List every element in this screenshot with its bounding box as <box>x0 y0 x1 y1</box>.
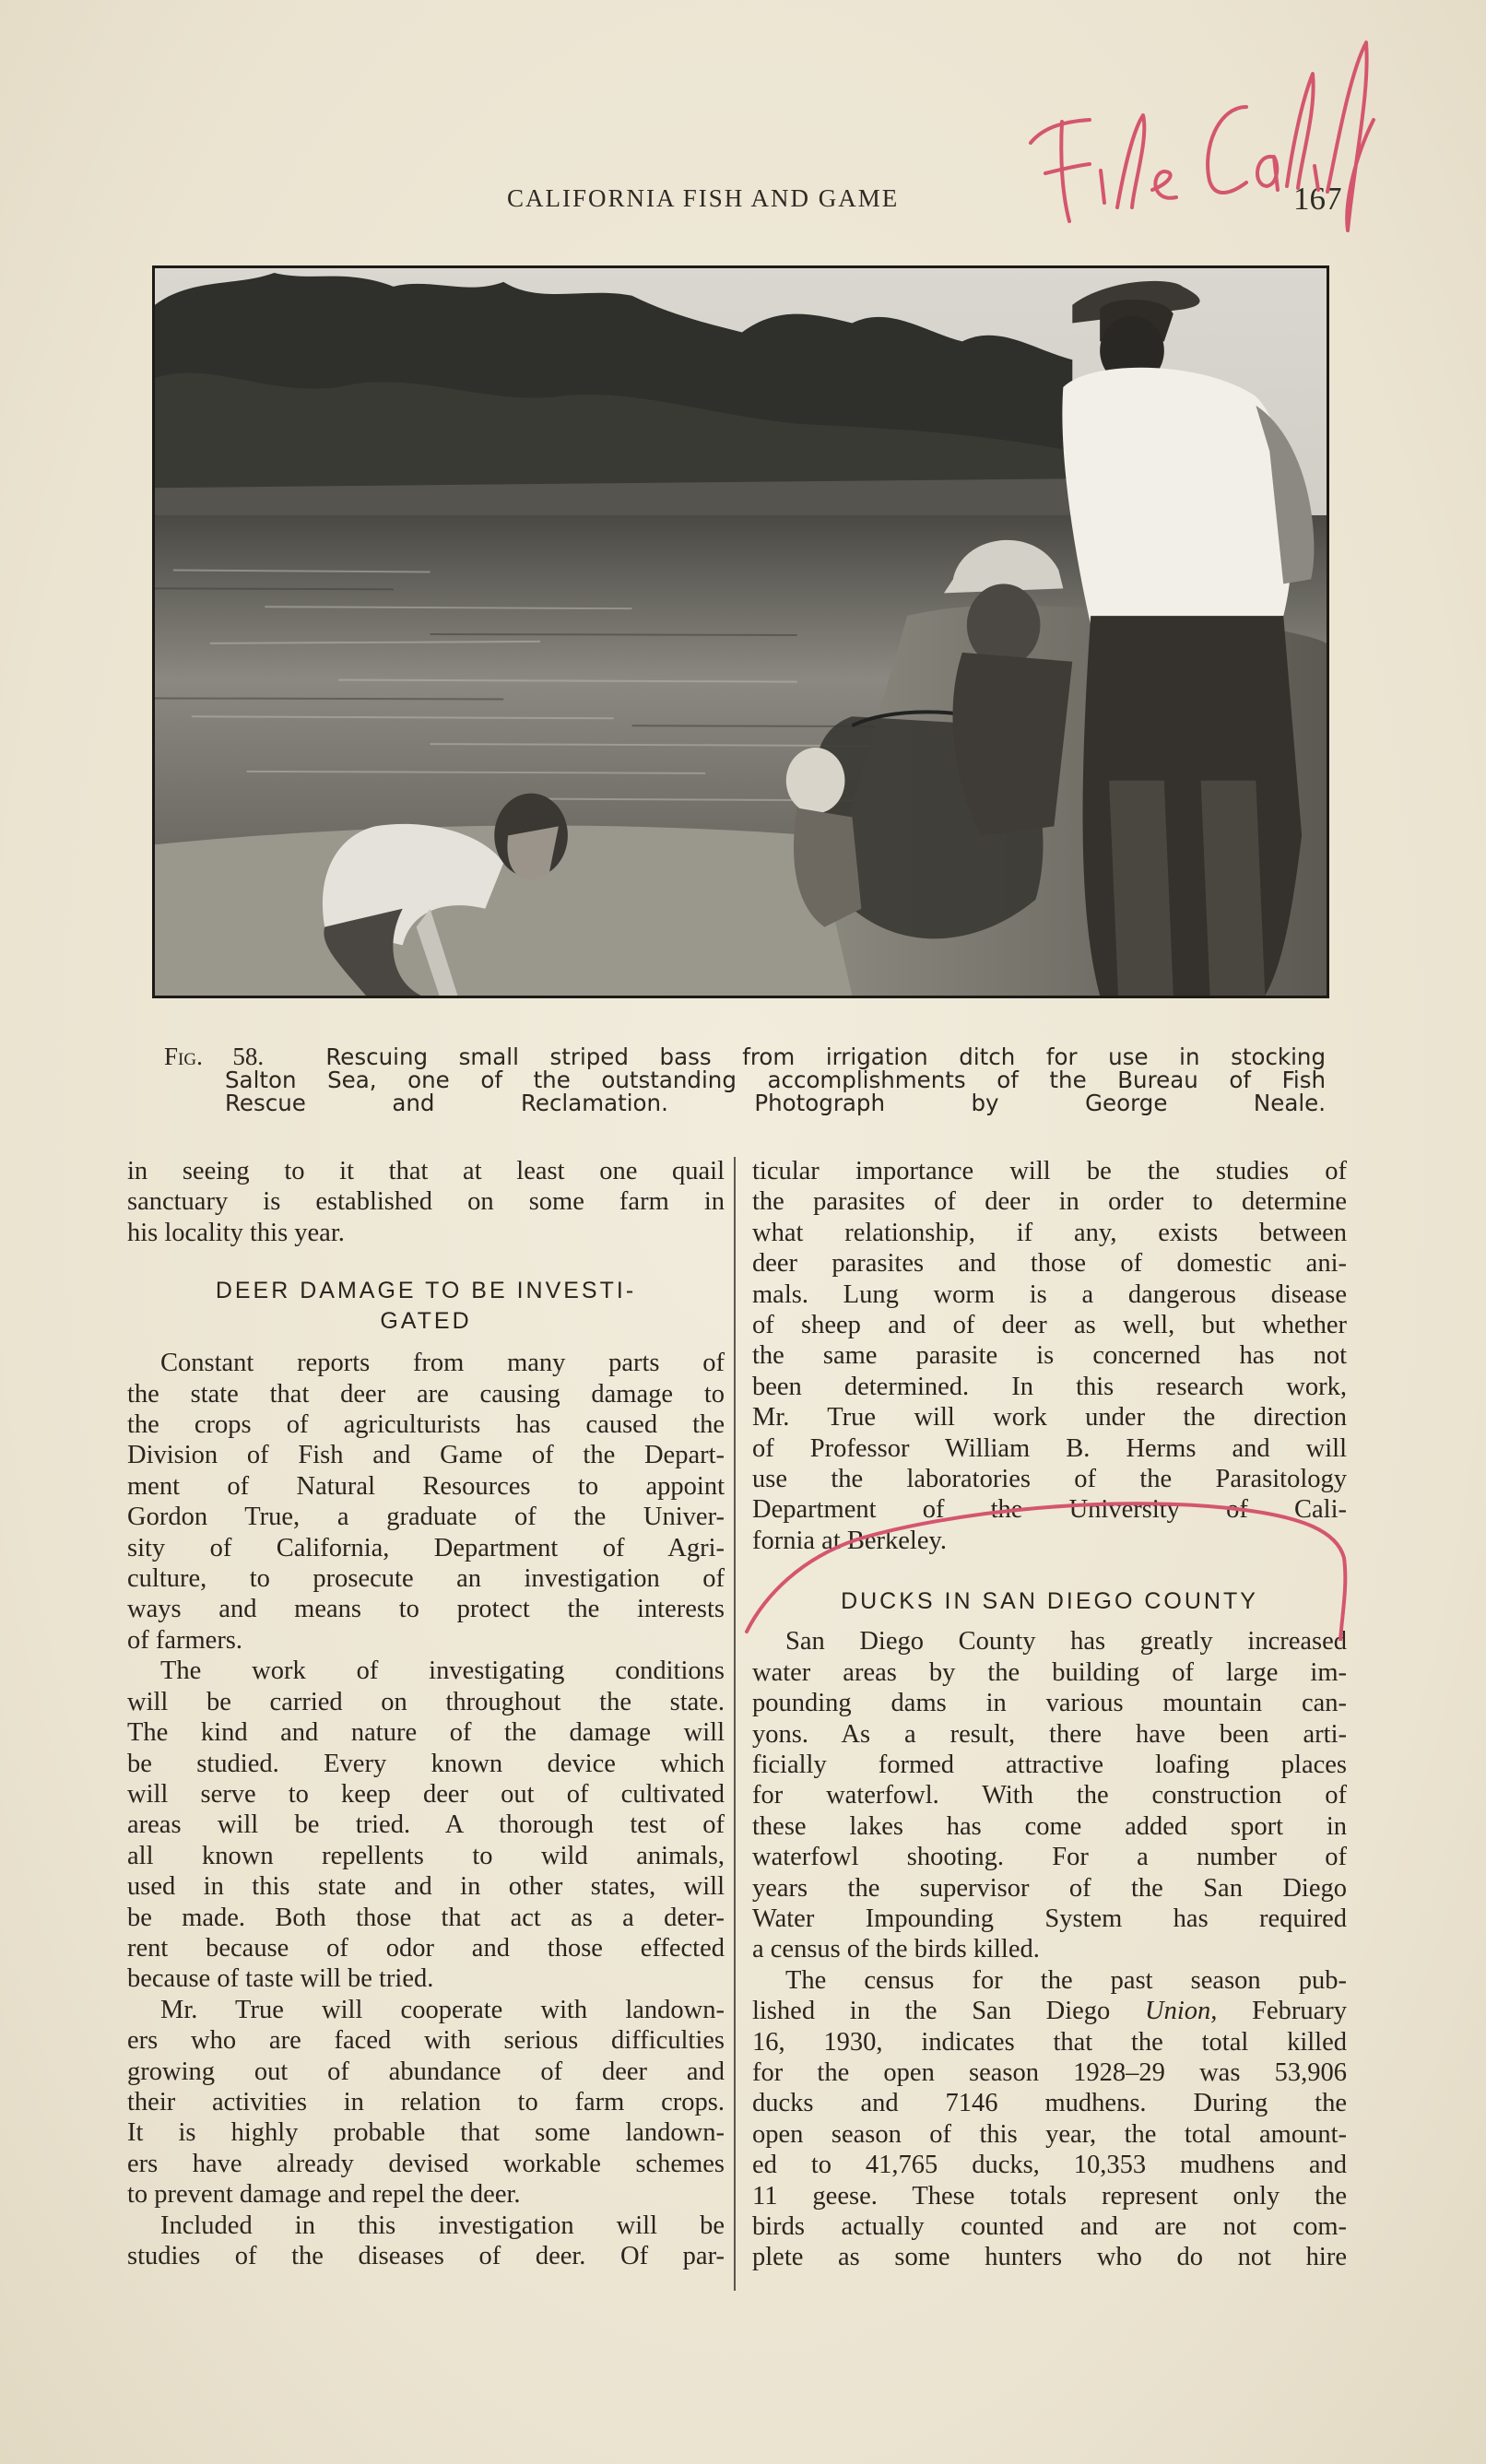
text-line: birds actually counted and are not com- <box>752 2212 1347 2241</box>
newspaper-title: Union, <box>1145 1997 1218 2026</box>
running-head: CALIFORNIA FISH AND GAME <box>507 184 900 212</box>
paragraph <box>752 1626 1347 1964</box>
paragraph <box>752 1965 1347 2273</box>
text-line: these lakes has come added sport in <box>752 1811 1347 1841</box>
text-line: Mr. True will work under the direction <box>752 1403 1347 1432</box>
text-line: in seeing to it that at least one quail <box>127 1157 725 1185</box>
text-line: 16, 1930, indicates that the total killed <box>752 2027 1347 2057</box>
text-line: will be carried on throughout the state. <box>127 1687 725 1716</box>
page-number: 167 <box>1293 181 1342 217</box>
paragraph <box>127 1656 725 1994</box>
text-line: for the open season 1928–29 was 53,906 <box>752 2057 1347 2087</box>
paragraph <box>127 1348 725 1656</box>
text-line: use the laboratories of the Parasitology <box>752 1465 1347 1494</box>
text-line: a census of the birds killed. <box>752 1935 1040 1964</box>
text-line: fornia at Berkeley. <box>752 1526 948 1555</box>
text-line: Water Impounding System has required <box>752 1904 1347 1933</box>
caption-line: Salton Sea, one of the outstanding accomplishments of the Bureau of Fish <box>225 1067 1326 1093</box>
text-line: ways and means to protect the interests <box>127 1595 725 1624</box>
paragraph <box>752 1156 1347 1556</box>
section-heading-ducks <box>752 1586 1347 1617</box>
text-line: Gordon True, a graduate of the Univer- <box>127 1503 725 1532</box>
heading-line: GATED <box>380 1308 472 1335</box>
text-line: ficially formed attractive loafing places <box>752 1750 1347 1779</box>
text-line: areas will be tried. A thorough test of <box>127 1810 725 1840</box>
text-line: waterfowl shooting. For a number of <box>752 1843 1347 1872</box>
text-line: ed to 41,765 ducks, 10,353 mudhens and <box>752 2151 1347 2180</box>
text-line: because of taste will be tried. <box>127 1964 434 1994</box>
text-line: for waterfowl. With the construction of <box>752 1781 1347 1810</box>
text-line: the same parasite is concerned has not <box>752 1341 1347 1371</box>
text-line: plete as some hunters who do not hire <box>752 2243 1347 2272</box>
text-line: water areas by the building of large im- <box>752 1657 1347 1687</box>
text-line: growing out of abundance of deer and <box>127 2057 725 2086</box>
text-line: Included in this investigation will be <box>160 2211 725 2240</box>
text-line: to prevent damage and repel the deer. <box>127 2180 521 2210</box>
paragraph <box>127 1995 725 2211</box>
text-line: Constant reports from many parts of <box>160 1349 725 1378</box>
text-line <box>752 1996 1347 2026</box>
text-line: The kind and nature of the damage will <box>127 1718 725 1748</box>
text-line: ers who are faced with serious difficulties <box>127 2026 725 2056</box>
text-line: studies of the diseases of deer. Of par- <box>127 2242 725 2270</box>
text-line: San Diego County has greatly increased <box>785 1627 1347 1656</box>
text-line: sanctuary is established on some farm in <box>127 1187 725 1217</box>
text-line: ment of Natural Resources to appoint <box>127 1471 725 1501</box>
text-line: his locality this year. <box>127 1218 345 1247</box>
text-line: It is highly probable that some landown- <box>127 2118 725 2148</box>
text-line: Mr. True will cooperate with landown- <box>160 1995 725 2024</box>
text-line: of sheep and of deer as well, but whether <box>752 1311 1347 1340</box>
text-line: years the supervisor of the San Diego <box>752 1873 1347 1903</box>
text-line: Department of the University of Cali- <box>752 1495 1347 1525</box>
text-line: open season of this year, the total amount- <box>752 2119 1347 2149</box>
text-line: been determined. In this research work, <box>752 1372 1347 1401</box>
right-column <box>752 1156 1347 2273</box>
text-line: be made. Both those that act as a deter- <box>127 1903 725 1932</box>
text-line: ticular importance will be the studies of <box>752 1157 1347 1185</box>
text-line: of Professor William B. Herms and will <box>752 1433 1347 1463</box>
text-line: sity of California, Department of Agri- <box>127 1533 725 1562</box>
text-line: The work of investigating conditions <box>160 1656 725 1686</box>
text-line: Division of Fish and Game of the Depart- <box>127 1441 725 1470</box>
text-fragment: February <box>1217 1997 1347 2026</box>
photograph <box>152 265 1329 998</box>
text-line: 11 geese. These totals represent only the <box>752 2181 1347 2211</box>
heading-line: DUCKS IN SAN DIEGO COUNTY <box>841 1588 1258 1615</box>
text-line: ers have already devised workable schemes <box>127 2149 725 2178</box>
fish-rescue-photo <box>155 268 1327 996</box>
text-line: of farmers. <box>127 1625 243 1655</box>
text-line: all known repellents to wild animals, <box>127 1841 725 1870</box>
text-fragment: lished in the San Diego <box>752 1997 1146 2026</box>
text-line: the crops of agriculturists has caused the <box>127 1410 725 1440</box>
text-line: the parasites of deer in order to determine <box>752 1187 1347 1217</box>
section-heading-deer-damage <box>127 1276 725 1337</box>
text-line: be studied. Every known device which <box>127 1749 725 1778</box>
text-line: will serve to keep deer out of cultivated <box>127 1779 725 1809</box>
text-line: their activities in relation to farm crops. <box>127 2087 725 2116</box>
text-line: deer parasites and those of domestic ani- <box>752 1249 1347 1279</box>
column-rule <box>734 1157 736 2291</box>
text-line: pounding dams in various mountain can- <box>752 1689 1347 1718</box>
left-column <box>127 1156 725 2271</box>
text-line: used in this state and in other states, will <box>127 1872 725 1902</box>
caption-line: Rescuing small striped bass from irrigation ditch for use in stocking <box>325 1043 1326 1070</box>
paragraph <box>127 2211 725 2272</box>
handwritten-annotation <box>1005 18 1392 240</box>
text-line: the state that deer are causing damage to <box>127 1379 725 1409</box>
figure-label: Fig. 58. <box>164 1043 265 1070</box>
text-line: ducks and 7146 mudhens. During the <box>752 2089 1347 2118</box>
figure-caption <box>164 1045 1326 1114</box>
text-line: The census for the past season pub- <box>785 1965 1347 1995</box>
text-line: rent because of odor and those effected <box>127 1933 725 1963</box>
text-line: culture, to prosecute an investigation of <box>127 1564 725 1594</box>
caption-line: Rescue and Reclamation. Photograph by George Neale. <box>225 1090 1326 1116</box>
text-line: yons. As a result, there have been arti- <box>752 1719 1347 1749</box>
text-line: what relationship, if any, exists between <box>752 1218 1347 1247</box>
intro-paragraph <box>127 1156 725 1248</box>
heading-line: DEER DAMAGE TO BE INVESTI- <box>215 1278 637 1304</box>
text-line: mals. Lung worm is a dangerous disease <box>752 1279 1347 1309</box>
